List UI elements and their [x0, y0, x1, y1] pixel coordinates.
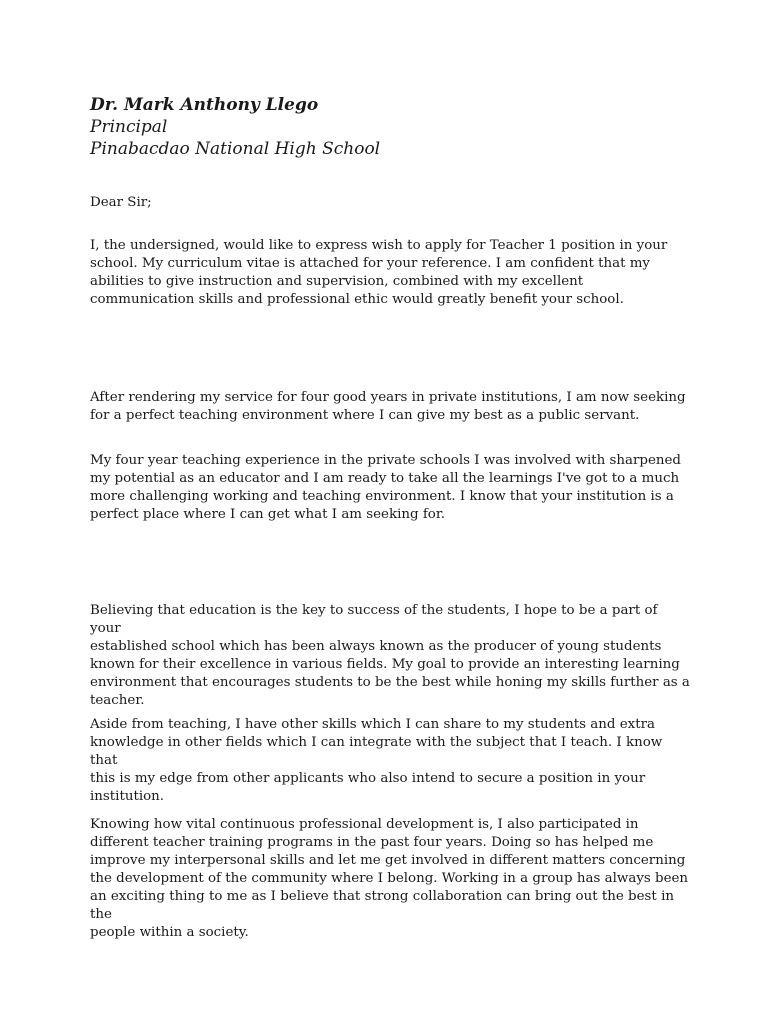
recipient-name: Dr. Mark Anthony Llego	[90, 95, 319, 115]
letter-page	[90, 94, 690, 940]
salutation: Dear Sir;	[90, 195, 152, 210]
paragraph-development: Knowing how vital continuous professional development is, I also participated in different teacher training programs in the past four years. Doing so has helped me improve my interpersonal skills and let me get involved in different matters concerning the development of the community where I belong. Working in a group has always been an exciting thing to me as I believe that strong collaboration can bring out the best in the people within a society.	[90, 817, 689, 940]
recipient-school: Pinabacdao National High School	[90, 139, 381, 159]
paragraph-skills: Aside from teaching, I have other skills which I can share to my students and extra knowledge in other fields which I can integrate with the subject that I teach. I know that this is my edge from other applicants who also intend to secure a position in your institution.	[90, 717, 663, 804]
recipient-block	[90, 94, 690, 160]
paragraph-application: I, the undersigned, would like to express wish to apply for Teacher 1 position in your school. My curriculum vitae is attached for your reference. I am confident that my abilities to give instruction and supervision, combined with my excellent communication skills and professional ethic would greatly benefit your school.	[90, 238, 668, 307]
recipient-title: Principal	[90, 117, 168, 137]
paragraph-experience: My four year teaching experience in the private schools I was involved with sharpened my potential as an educator and I am ready to take all the learnings I've got to a much more challenging working and teaching environment. I know that your institution is a perfect place where I can get what I am seeking for.	[90, 453, 681, 522]
paragraph-education: Believing that education is the key to success of the students, I hope to be a part of your established school which has been always known as the producer of young students known for their excellence in various fields. My goal to provide an interesting learning environment that encourages students to be the best while honing my skills further as a teacher.	[90, 603, 690, 708]
paragraph-service: After rendering my service for four good years in private institutions, I am now seeking for a perfect teaching environment where I can give my best as a public servant.	[90, 390, 686, 423]
